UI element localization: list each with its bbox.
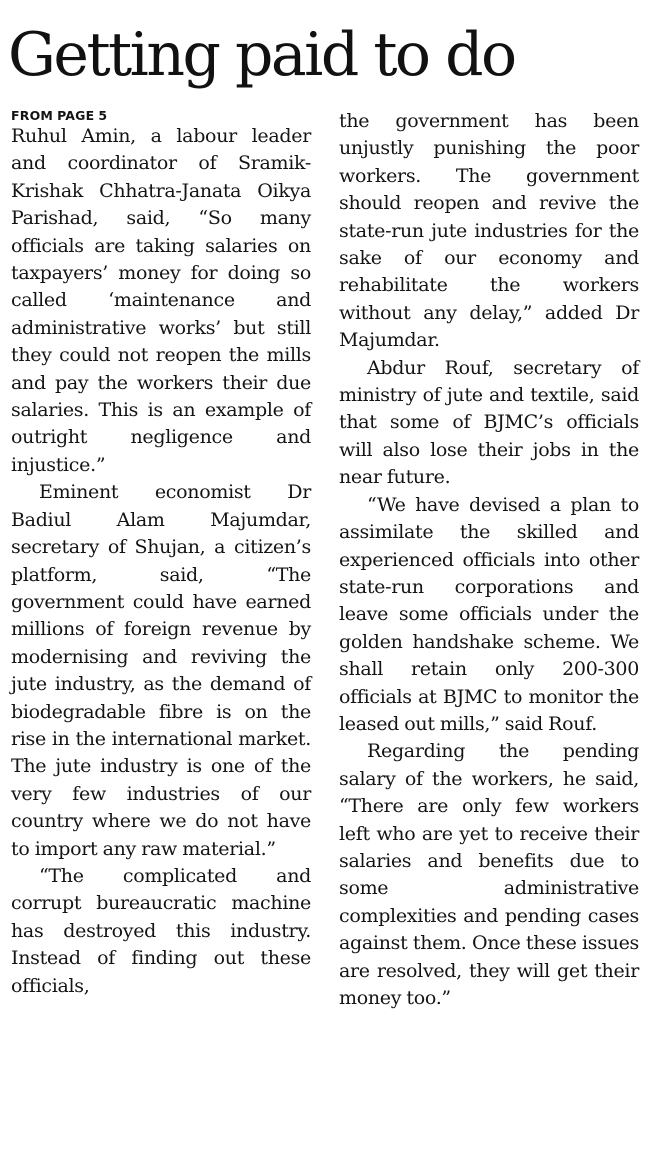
- paragraph: Regarding the pending salary of the workers, he said, “There are only few workers left who are yet to receive their salaries and benefits due to some administrative complexities and pending cases against them. Once these issues are resolved, they will get their money too.”: [339, 740, 639, 1009]
- paragraph: Abdur Rouf, secretary of ministry of jute and textile, said that some of BJMC’s officials will also lose their jobs in the near future.: [339, 356, 639, 489]
- paragraph: Ruhul Amin, a labour leader and coordinator of Sramik-Krishak Chhatra-Janata Oikya Parishad, said, “So many officials are taking salaries on taxpayers’ money for doing so called ‘maintenance and administrative works’ but still they could not reopen the mills and pay the workers their due salaries. This is an example of outright negligence and injustice.”: [11, 125, 311, 476]
- right-column: [339, 108, 639, 1012]
- kicker-from-page: FROM PAGE 5: [11, 108, 108, 123]
- left-column: [11, 108, 311, 1000]
- paragraph: “We have devised a plan to assimilate the skilled and experienced officials into other state-run corporations and leave some officials under the golden handshake scheme. We shall retain only 200-300 officials at BJMC to monitor the leased out mills,” said Rouf.: [339, 493, 639, 735]
- paragraph: Eminent economist Dr Badiul Alam Majumdar, secretary of Shujan, a citizen’s platform, said, “The government could have earned millions of foreign revenue by modernising and reviving the jute industry, as the demand of biodegradable fibre is on the rise in the international market. The jute industry is one of the very few industries of our country where we do not have to import any raw material.”: [11, 481, 311, 860]
- paragraph-continued: the government has been unjustly punishing the poor workers. The government should reopen and revive the state-run jute industries for the sake of our economy and rehabilitate the workers without any delay,” added Dr Majumdar.: [339, 110, 639, 352]
- headline: Getting paid to do: [8, 20, 515, 90]
- paragraph: “The complicated and corrupt bureaucratic machine has destroyed this industry. Instead of finding out these officials,: [11, 864, 311, 997]
